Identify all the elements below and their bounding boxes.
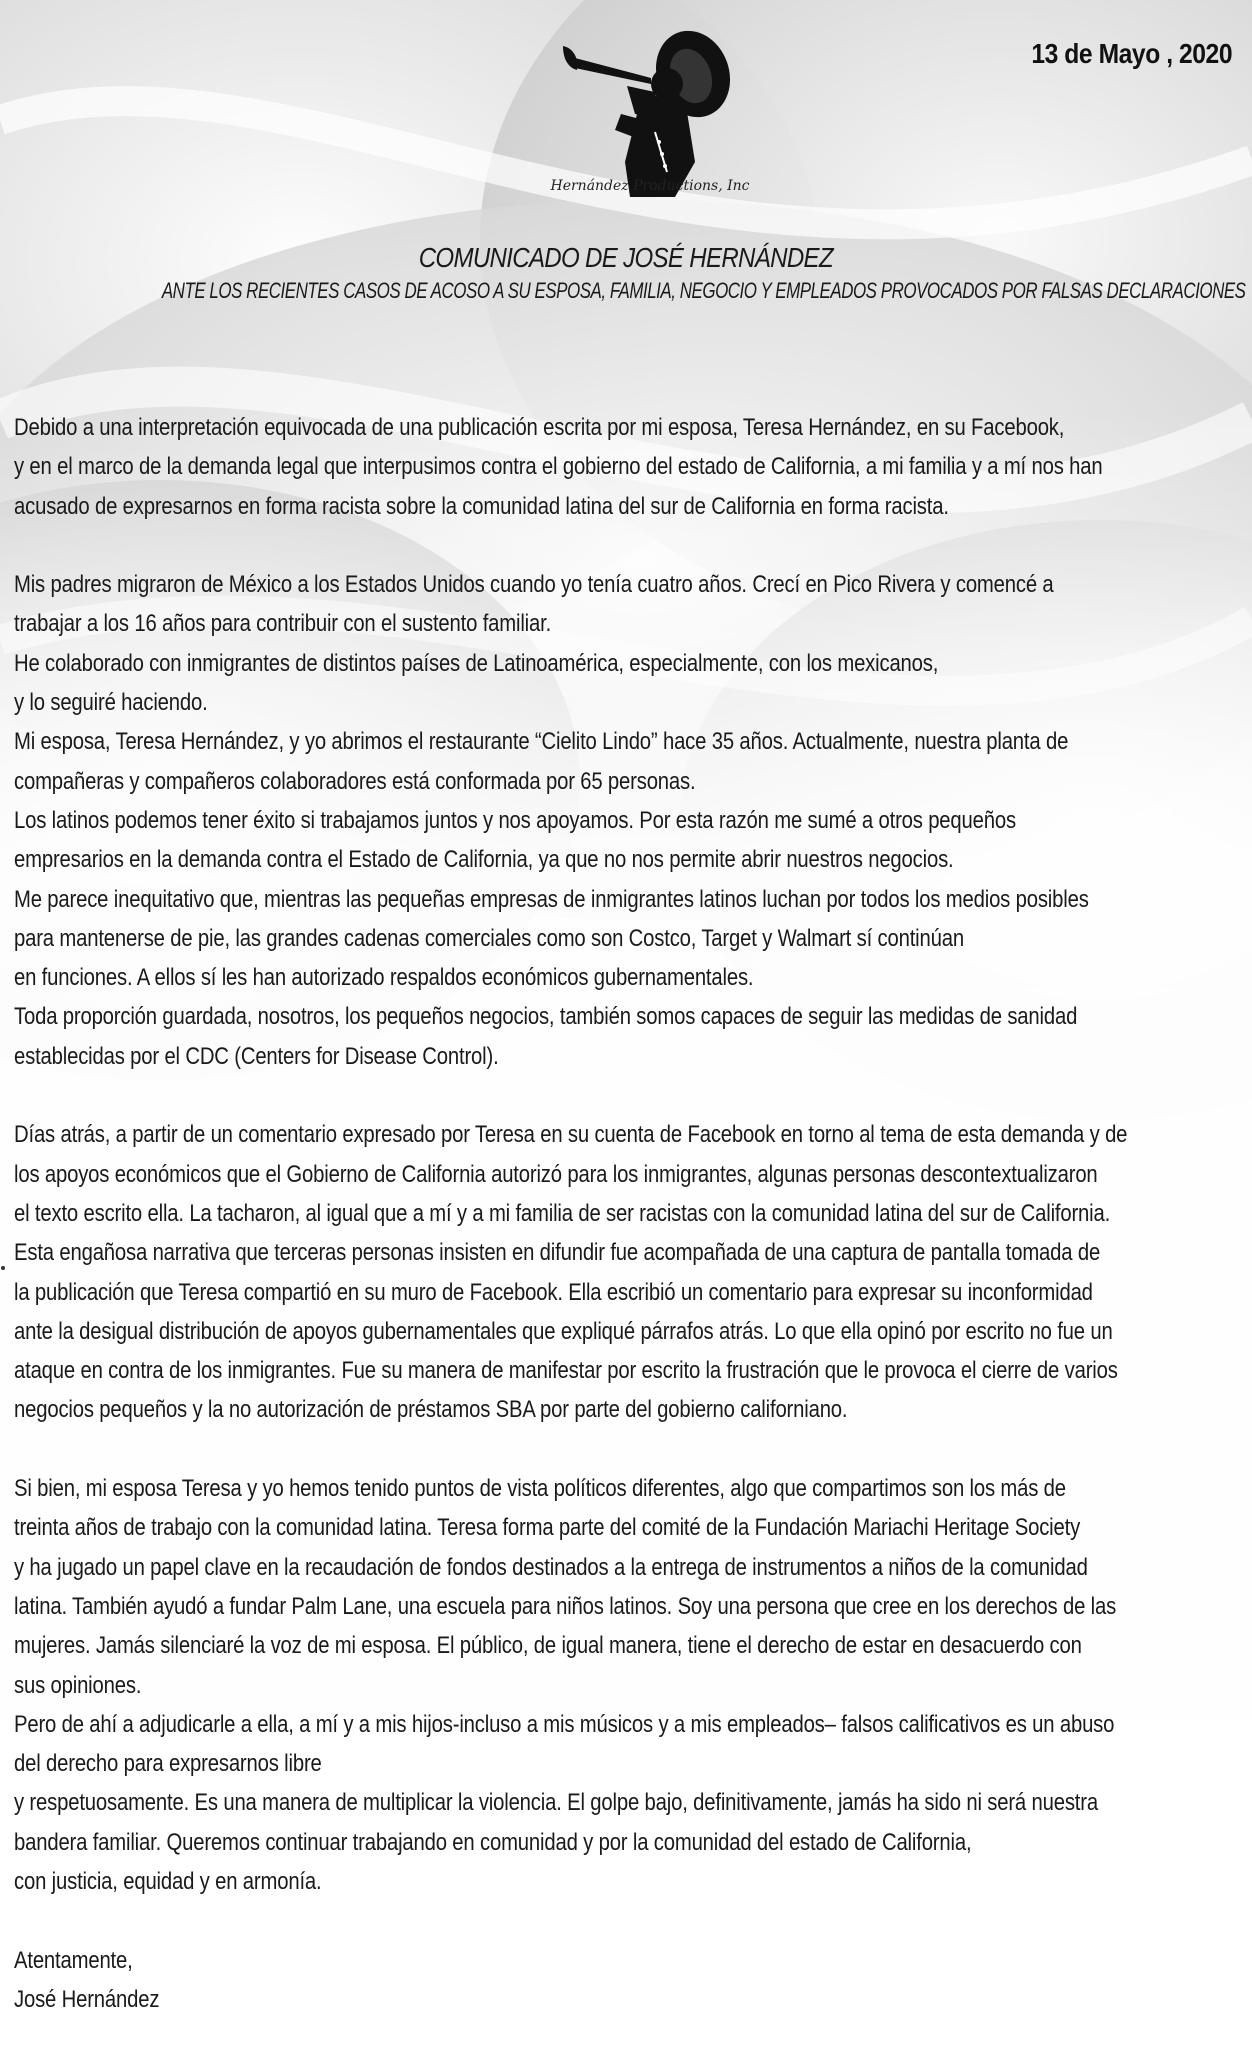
text-line: la publicación que Teresa compartió en su muro de Facebook. Ella escribió un comentario para expresar su inconformidad [14,1278,1093,1306]
text-line: del derecho para expresarnos libre [14,1750,322,1778]
text-line: en funciones. A ellos sí les han autorizado respaldos económicos gubernamentales. [14,964,754,992]
text-line: establecidas por el CDC (Centers for Disease Control). [14,1042,499,1070]
signature-block [14,1941,1239,2020]
text-line: Días atrás, a partir de un comentario expresado por Teresa en su cuenta de Facebook en torno al tema de esta demanda y de [14,1121,1128,1149]
text-line: Esta engañosa narrativa que terceras personas insisten en difundir fue acompañada de una captura de pantalla tomada de [14,1239,1101,1267]
text-line: y respetuosamente. Es una manera de multiplicar la violencia. El golpe bajo, definitivamente, jamás ha sido ni será nuestra [14,1789,1098,1817]
text-line: con justicia, equidad y en armonía. [14,1867,322,1895]
letter-body [14,408,1239,2058]
subtitle: ANTE LOS RECIENTES CASOS DE ACOSO A SU ESPOSA, FAMILIA, NEGOCIO Y EMPLEADOS PROVOCADOS POR FALSAS DECLARACIONES [161,278,1246,303]
signer-name: José Hernández [14,1985,160,2013]
paragraph-2 [14,565,1239,1076]
text-line: Mi esposa, Teresa Hernández, y yo abrimos el restaurante “Cielito Lindo” hace 35 años. Actualmente, nuestra planta de [14,728,1069,756]
text-line: latina. También ayudó a fundar Palm Lane, una escuela para niños latinos. Soy una persona que cree en los derechos de las [14,1592,1117,1620]
stray-dot [1,1266,5,1270]
closing: Atentamente, [14,1946,133,1974]
text-line: Mis padres migraron de México a los Estados Unidos cuando yo tenía cuatro años. Crecí en Pico Rivera y comencé a [14,571,1054,599]
paragraph-4 [14,1469,1239,1901]
text-line: acusado de expresarnos en forma racista sobre la comunidad latina del sur de California en forma racista. [14,492,949,520]
logo-text: Hernández Productions, Inc [550,178,750,194]
text-line: He colaborado con inmigrantes de distintos países de Latinoamérica, especialmente, con los mexicanos, [14,649,939,677]
text-line: y lo seguiré haciendo. [14,689,208,717]
text-line: ataque en contra de los inmigrantes. Fue su manera de manifestar por escrito la frustración que le provoca el cierre de varios [14,1357,1118,1385]
text-line: sus opiniones. [14,1671,142,1699]
paragraph-1 [14,408,1239,526]
mariachi-trumpet-player-logo-icon [555,22,755,202]
text-line: el texto escrito ella. La tacharon, al igual que a mí y a mi familia de ser racistas con la comunidad latina del sur de California. [14,1199,1111,1227]
text-line: empresarios en la demanda contra el Estado de California, ya que no nos permite abrir nuestros negocios. [14,846,954,874]
text-line: y ha jugado un papel clave en la recaudación de fondos destinados a la entrega de instrumentos a niños de la comunidad [14,1553,1088,1581]
text-line: Los latinos podemos tener éxito si trabajamos juntos y nos apoyamos. Por esta razón me sumé a otros pequeños [14,806,1016,834]
text-line: bandera familiar. Queremos continuar trabajando en comunidad y por la comunidad del estado de California, [14,1828,972,1856]
text-line: los apoyos económicos que el Gobierno de California autorizó para los inmigrantes, algunas personas descontextualizaron [14,1160,1098,1188]
paragraph-3 [14,1115,1239,1429]
text-line: para mantenerse de pie, las grandes cadenas comerciales como son Costco, Target y Walmart sí continúan [14,924,964,952]
text-line: trabajar a los 16 años para contribuir con el sustento familiar. [14,610,552,638]
text-line: Si bien, mi esposa Teresa y yo hemos tenido puntos de vista políticos diferentes, algo que compartimos son los más de [14,1475,1066,1503]
text-line: ante la desigual distribución de apoyos gubernamentales que expliqué párrafos atrás. Lo que ella opinó por escrito no fue un [14,1317,1113,1345]
date: 13 de Mayo , 2020 [1031,38,1232,69]
text-line: y en el marco de la demanda legal que interpusimos contra el gobierno del estado de California, a mi familia y a mí nos han [14,453,1103,481]
text-line: Pero de ahí a adjudicarle a ella, a mí y a mis hijos-incluso a mis músicos y a mis empleados– falsos calificativos es un abuso [14,1710,1115,1738]
text-line: Me parece inequitativo que, mientras las pequeñas empresas de inmigrantes latinos luchan por todos los medios posibles [14,885,1089,913]
text-line: Debido a una interpretación equivocada de una publicación escrita por mi esposa, Teresa Hernández, en su Facebook, [14,414,1065,441]
text-line: treinta años de trabajo con la comunidad latina. Teresa forma parte del comité de la Fundación Mariachi Heritage Society [14,1514,1081,1542]
title: COMUNICADO DE JOSÉ HERNÁNDEZ [418,242,834,273]
text-line: compañeras y compañeros colaboradores está conformada por 65 personas. [14,767,696,795]
title-block [0,242,1252,304]
text-line: negocios pequeños y la no autorización de préstamos SBA por parte del gobierno californiano. [14,1396,848,1424]
text-line: mujeres. Jamás silenciaré la voz de mi esposa. El público, de igual manera, tiene el derecho de estar en desacuerdo con [14,1632,1082,1660]
text-line: Toda proporción guardada, nosotros, los pequeños negocios, también somos capaces de seguir las medidas de sanidad [14,1003,1078,1031]
